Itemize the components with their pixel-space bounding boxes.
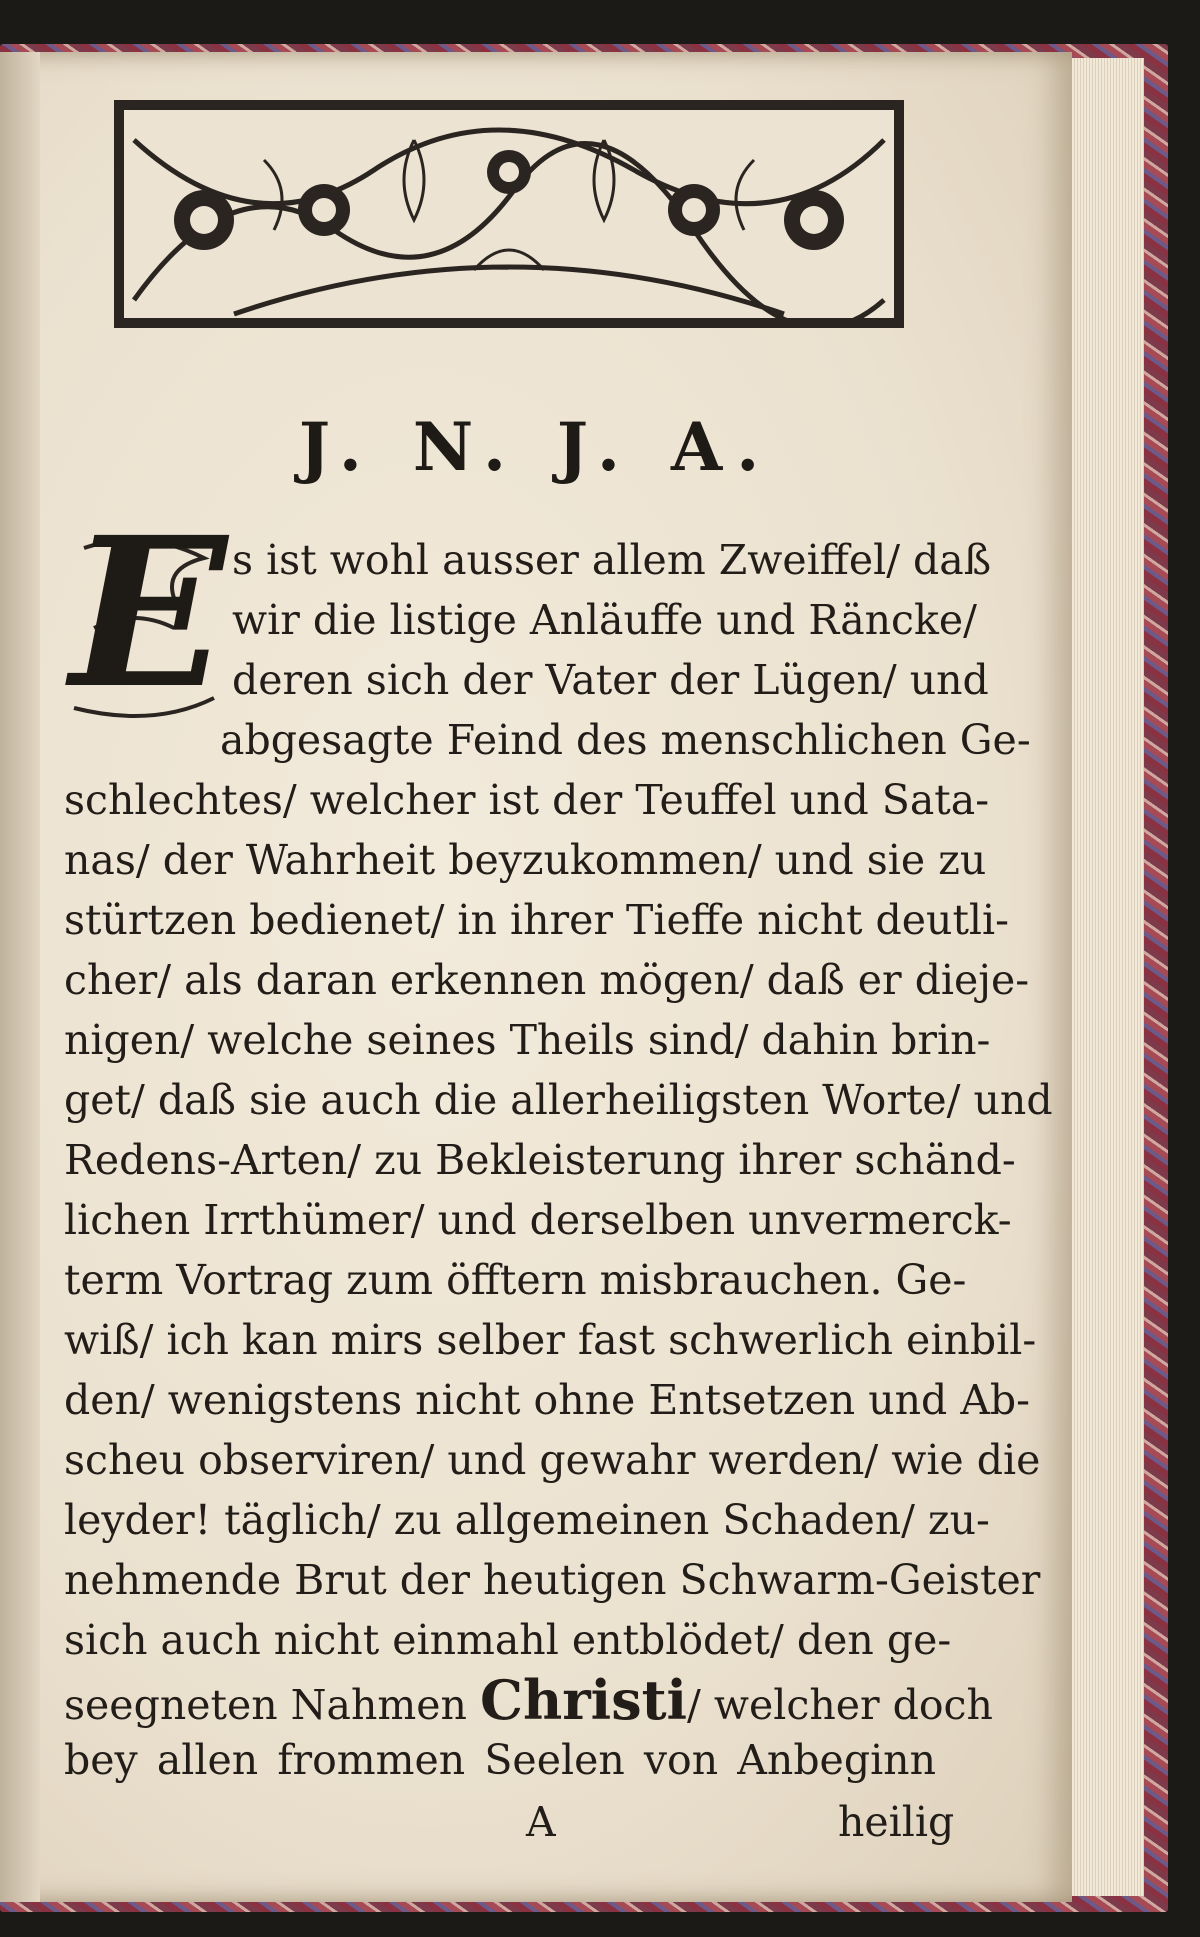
page-edges: [1060, 58, 1144, 1896]
text-line: wiß/ ich kan mirs selber fast schwerlich einbil-: [64, 1316, 1037, 1364]
text-line: bey allen frommen Seelen von Anbeginn: [64, 1736, 936, 1784]
text-line: nehmende Brut der heutigen Schwarm-Geister: [64, 1556, 1041, 1604]
text-line: schlechtes/ welcher ist der Teuffel und Sata-: [64, 776, 990, 824]
text-line: lichen Irrthümer/ und derselben unvermerck-: [64, 1196, 1012, 1244]
text-line: term Vortrag zum öfftern misbrauchen. Ge-: [64, 1256, 967, 1304]
text-line: scheu observiren/ und gewahr werden/ wie die: [64, 1436, 1041, 1484]
name-christi: Christi: [479, 1668, 688, 1732]
text-line: cher/ als daran erkennen mögen/ daß er dieje-: [64, 956, 1030, 1004]
text-line: nas/ der Wahrheit beyzukommen/ und sie zu: [64, 836, 987, 884]
text-line: [64, 1668, 993, 1732]
text-line: den/ wenigstens nicht ohne Entsetzen und Ab-: [64, 1376, 1031, 1424]
text-line: stürtzen bedienet/ in ihrer Tieffe nicht deutli-: [64, 896, 1010, 944]
text-line: abgesagte Feind des menschlichen Ge-: [220, 716, 1031, 764]
page-heading: J. N. J. A.: [298, 408, 774, 486]
signature-mark: A: [526, 1798, 556, 1846]
text-line: wir die listige Anläuffe und Räncke/: [232, 596, 977, 644]
text-line-start: seegneten Nahmen: [64, 1681, 467, 1729]
text-line: deren sich der Vater der Lügen/ und: [232, 656, 989, 704]
text-line: leyder! täglich/ zu allgemeinen Schaden/ zu-: [64, 1496, 990, 1544]
drop-cap-letter: E: [70, 492, 228, 734]
catchword: heilig: [838, 1798, 955, 1846]
text-line-end: / welcher doch: [687, 1681, 993, 1729]
text-line: sich auch nicht einmahl entblödet/ den ge-: [64, 1616, 952, 1664]
text-line: s ist wohl ausser allem Zweiffel/ daß: [232, 536, 992, 584]
text-line: nigen/ welche seines Theils sind/ dahin brin-: [64, 1016, 991, 1064]
text-line: get/ daß sie auch die allerheiligsten Worte/ und: [64, 1076, 1053, 1124]
text-line: Redens-Arten/ zu Bekleisterung ihrer schänd-: [64, 1136, 1016, 1184]
